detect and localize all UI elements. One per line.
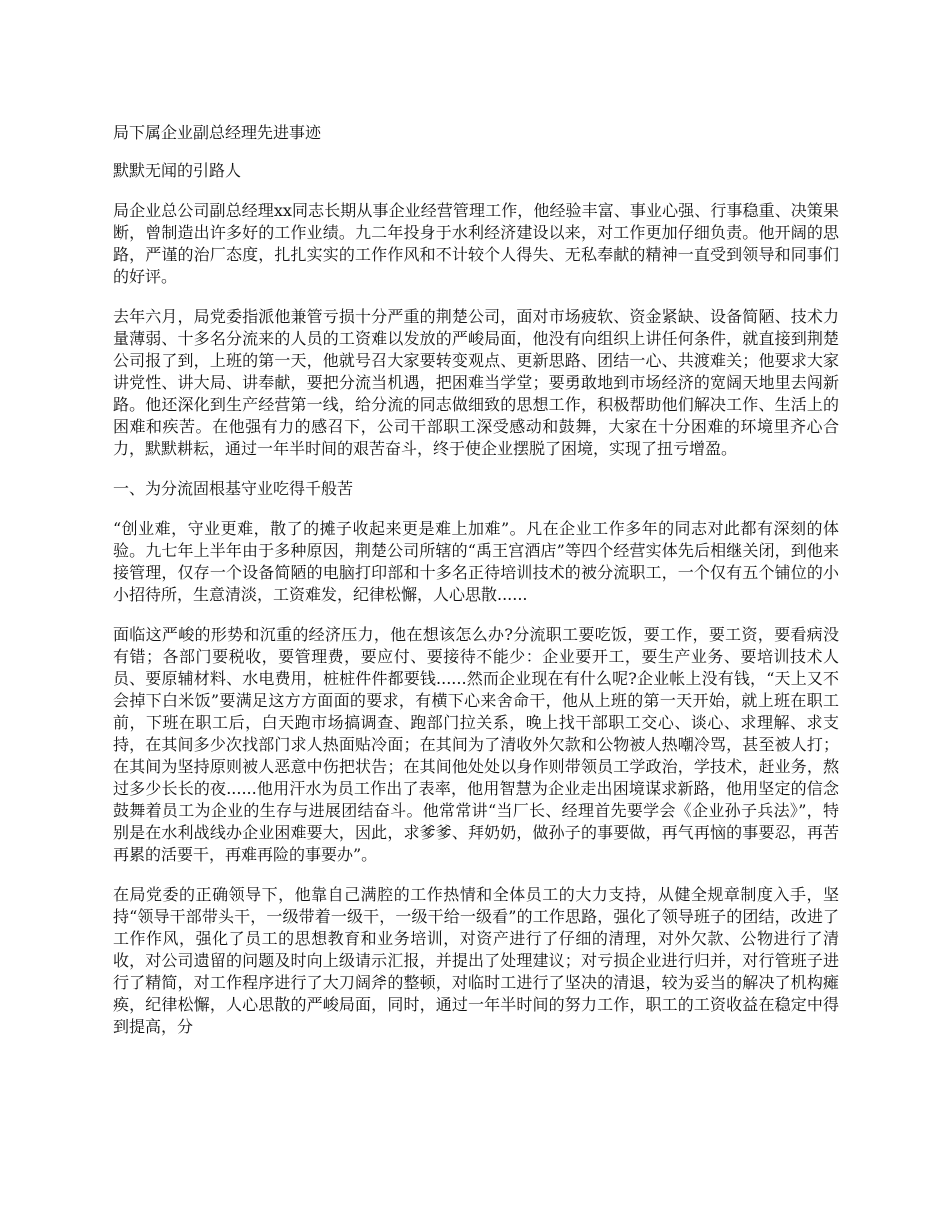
paragraph: 局企业总公司副总经理xx同志长期从事企业经营管理工作，他经验丰富、事业心强、行事稳重、决策果断，曾制造出许多好的工作业绩。九二年投身于水利经济建设以来，对工作更加仔细负责。他开阔的思路，严谨的治厂态度，扎扎实实的工作作风和不计较个人得失、无私奉献的精神一直受到领导和同事们的好评。 xyxy=(113,201,839,286)
paragraph: 面临这严峻的形势和沉重的经济压力，他在想该怎么办?分流职工要吃饭，要工作，要工资，要看病没有错；各部门要税收，要管理费，要应付、要接待不能少：企业要开工，要生产业务、要培训技术人员、要原辅材料、水电费用，桩桩件件都要钱......然而企业现在有什么呢?企业帐上没有钱，“天上又不会掉下白米饭”要满足这方方面面的要求，有横下心来舍命干，他从上班的第一天开始，就上班在职工前，下班在职工后，白天跑市场搞调查、跑部门拉关系，晚上找干部职工交心、谈心、求理解、求支持，在其间多少次找部门求人热面贴冷面；在其间为了清收外欠款和公物被人热嘲冷骂，甚至被人打；在其间为坚持原则被人恶意中伤把状告；在其间他处处以身作则带领员工学政治，学技术，赶业务，熬过多少长长的夜......他用汗水为员工作出了表率，他用智慧为企业走出困境谋求新路，他用坚定的信念鼓舞着员工为企业的生存与进展团结奋斗。他常常讲“当厂长、经理首先要学会《企业孙子兵法》”，特别是在水利战线办企业困难要大，因此，求爹爹、拜奶奶，做孙子的事要做，再气再恼的事要忍，再苦再累的活要干，再难再险的事要办”。 xyxy=(113,625,839,864)
paragraph: “创业难，守业更难，散了的摊子收起来更是难上加难”。凡在企业工作多年的同志对此都有深刻的体验。九七年上半年由于多种原因，荆楚公司所辖的“禹王宫酒店”等四个经营实体先后相继关闭，到他来接管理，仅存一个设备简陋的电脑打印部和十多名正待培训技术的被分流职工，一个仅有五个铺位的小小招待所，生意清淡，工资难发，纪律松懈，人心思散...... xyxy=(113,519,839,604)
paragraph: 在局党委的正确领导下，他靠自己满腔的工作热情和全体员工的大力支持，从健全规章制度入手，坚持“领导干部带头干，一级带着一级干，一级干给一级看”的工作思路，强化了领导班子的团结，改进了工作作风，强化了员工的思想教育和业务培训，对资产进行了仔细的清理，对外欠款、公物进行了清收，对公司遗留的问题及时向上级请示汇报，并提出了处理建议；对亏损企业进行归并，对行管班子进行了精简，对工作程序进行了大刀阔斧的整顿，对临时工进行了坚决的清退，较为妥当的解决了机构瘫痪，纪律松懈，人心思散的严峻局面，同时，通过一年半时间的努力工作，职工的工资收益在稳定中得到提高，分 xyxy=(113,885,839,1036)
document-subtitle: 默默无闻的引路人 xyxy=(113,161,242,180)
document-page xyxy=(113,122,839,1056)
document-title: 局下属企业副总经理先进事迹 xyxy=(113,123,322,142)
paragraph: 去年六月，局党委指派他兼管亏损十分严重的荆楚公司，面对市场疲软、资金紧缺、设备简陋、技术力量薄弱、十多名分流来的人员的工资难以发放的严峻局面，他没有向组织上讲任何条件，就直接到荆楚公司报了到，上班的第一天，他就号召大家要转变观点、更新思路、团结一心、共渡难关；他要求大家讲党性、讲大局、讲奉献，要把分流当机遇，把困难当学堂；要勇敢地到市场经济的宽阔天地里去闯新路。他还深化到生产经营第一线，给分流的同志做细致的思想工作，积极帮助他们解决工作、生活上的困难和疾苦。在他强有力的感召下，公司干部职工深受感动和鼓舞，大家在十分困难的环境里齐心合力，默默耕耘，通过一年半时间的艰苦奋斗，终于使企业摆脱了困境，实现了扭亏增盈。 xyxy=(113,307,839,458)
section-heading: 一、为分流固根基守业吃得千般苦 xyxy=(113,479,354,498)
